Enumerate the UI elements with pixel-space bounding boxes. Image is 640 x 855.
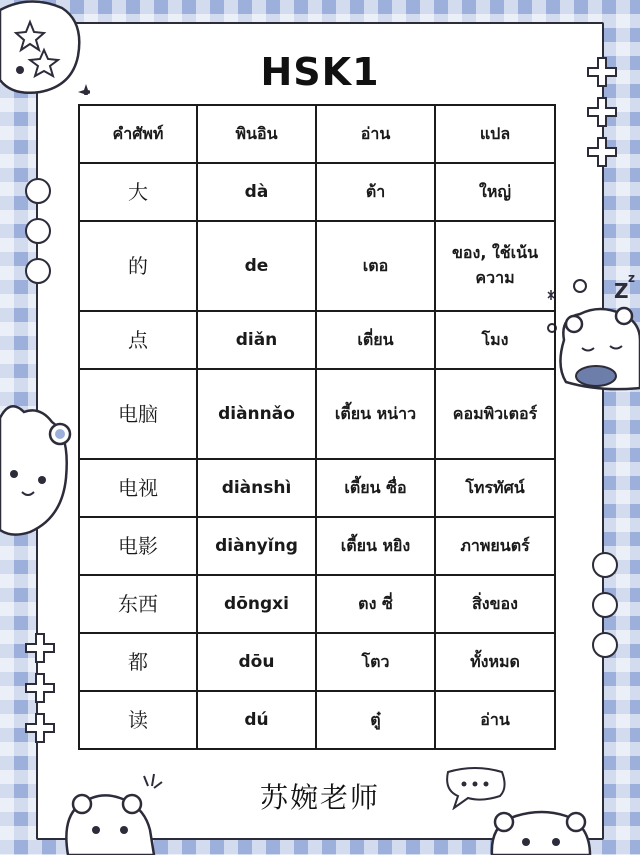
cell-reading: ตง ซี่ (316, 575, 435, 633)
cell-meaning: คอมพิวเตอร์ (435, 369, 555, 459)
table-row (79, 517, 555, 575)
cell-pinyin: diànnǎo (197, 369, 316, 459)
header-reading: อ่าน (316, 105, 435, 163)
cell-pinyin: dōu (197, 633, 316, 691)
cell-meaning: ภาพยนตร์ (435, 517, 555, 575)
svg-text:Z: Z (614, 279, 629, 303)
cell-meaning: อ่าน (435, 691, 555, 749)
circle-icon (25, 258, 51, 284)
circle-icon (25, 218, 51, 244)
cell-hanzi: 东西 (79, 575, 197, 633)
cell-reading: เตี้ยน ซื่อ (316, 459, 435, 517)
cell-meaning: ทั้งหมด (435, 633, 555, 691)
cell-hanzi: 电脑 (79, 369, 197, 459)
table-row (79, 575, 555, 633)
cell-reading: ต้า (316, 163, 435, 221)
plus-icon (24, 672, 56, 704)
cell-pinyin: diǎn (197, 311, 316, 369)
cell-reading: โตว (316, 633, 435, 691)
plus-icon (586, 96, 618, 128)
table-row (79, 691, 555, 749)
cell-meaning: โมง (435, 311, 555, 369)
cell-hanzi: 电视 (79, 459, 197, 517)
table-header-row (79, 105, 555, 163)
cell-hanzi: 电影 (79, 517, 197, 575)
cell-reading: ตู๋ (316, 691, 435, 749)
table-row (79, 311, 555, 369)
cell-pinyin: dōngxi (197, 575, 316, 633)
bear-icon (0, 398, 74, 548)
table-row (79, 633, 555, 691)
cell-pinyin: diànyǐng (197, 517, 316, 575)
table-row (79, 221, 555, 311)
cell-hanzi: 大 (79, 163, 197, 221)
cell-pinyin: de (197, 221, 316, 311)
table-row (79, 163, 555, 221)
teacher-signature: 苏婉老师 (259, 781, 380, 814)
cell-reading: เตี้ยน หยิง (316, 517, 435, 575)
page-title: HSK1 (260, 50, 380, 94)
circle-icon (592, 632, 618, 658)
circle-icon (592, 592, 618, 618)
cell-reading: เตี่ยน (316, 311, 435, 369)
circle-icon (592, 552, 618, 578)
svg-text:z: z (628, 271, 635, 285)
cell-hanzi: 点 (79, 311, 197, 369)
cell-hanzi: 的 (79, 221, 197, 311)
circle-icon (25, 178, 51, 204)
header-meaning: แปล (435, 105, 555, 163)
header-vocab: คำศัพท์ (79, 105, 197, 163)
table-row (79, 369, 555, 459)
cell-pinyin: dà (197, 163, 316, 221)
cell-reading: เตอ (316, 221, 435, 311)
cell-meaning: สิ่งของ (435, 575, 555, 633)
table-row (79, 459, 555, 517)
cell-hanzi: 读 (79, 691, 197, 749)
cell-meaning: โทรทัศน์ (435, 459, 555, 517)
cell-hanzi: 都 (79, 633, 197, 691)
header-pinyin: พินอิน (197, 105, 316, 163)
cell-pinyin: dú (197, 691, 316, 749)
cell-pinyin: diànshì (197, 459, 316, 517)
plus-icon (586, 136, 618, 168)
cell-meaning: ใหญ่ (435, 163, 555, 221)
plus-icon (24, 712, 56, 744)
plus-icon (24, 632, 56, 664)
cell-reading: เตี้ยน หน่าว (316, 369, 435, 459)
cell-meaning: ของ, ใช้เน้นความ (435, 221, 555, 311)
vocab-table (78, 104, 556, 750)
